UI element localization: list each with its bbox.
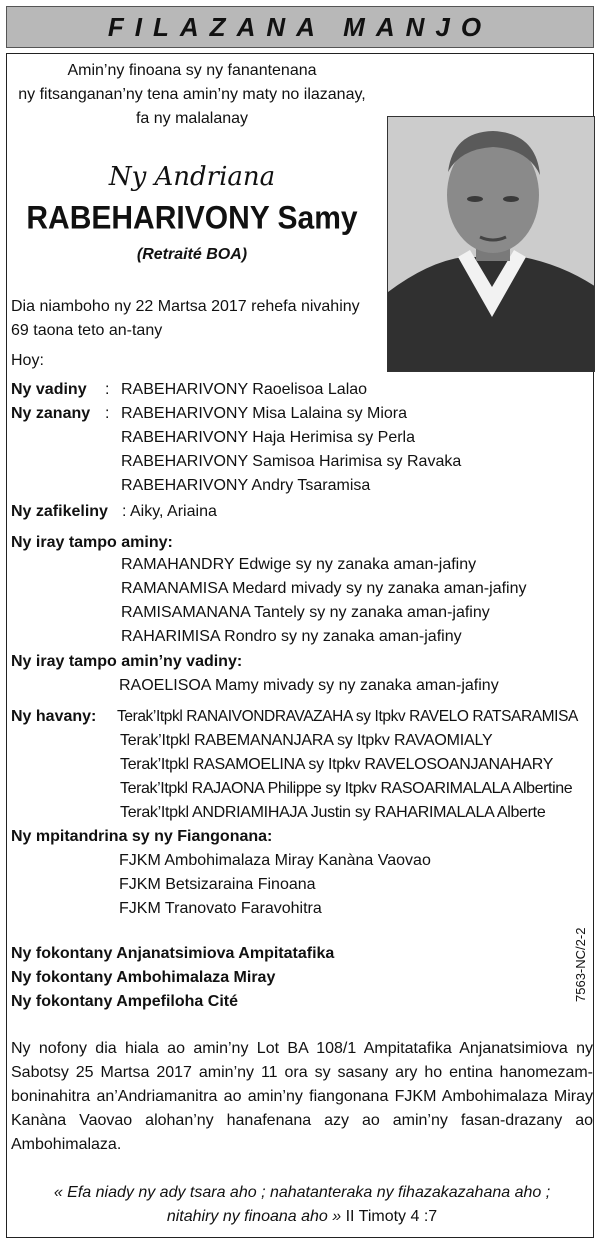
mpitandrina-item: FJKM Tranovato Faravohitra <box>119 900 322 917</box>
intro-line: ny fitsanganan’ny tena amin’ny maty no ilazanay, <box>18 86 366 103</box>
iray-tampo-item: RAMANAMISA Medard mivady sy ny zanaka aman-jafiny <box>121 580 527 597</box>
quote-line-1: « Efa niady ny ady tsara aho ; nahatanteraka ny fihazakazahana aho ; <box>53 1184 551 1201</box>
mpitandrina-item: FJKM Ambohimalaza Miray Kanàna Vaovao <box>119 852 431 869</box>
header-banner <box>6 6 594 48</box>
zanany-label: Ny zanany <box>11 405 91 422</box>
iray-tampo-label: Ny iray tampo aminy: <box>11 534 173 551</box>
portrait-photo <box>387 116 595 372</box>
vadiny-sep: : <box>105 381 110 398</box>
zanany-item: RABEHARIVONY Andry Tsaramisa <box>121 477 371 494</box>
funeral-paragraph: Ny nofony dia hiala ao amin’ny Lot BA 108/1 Ampitatafika Anjanatsimiova ny Sabotsy 25 Martsa 2017 amin’ny 11 ora sy sasany ary ho entina hanomezam-boninahitra an’Andriamanitra ao amin’ny fiangonana FJKM Ambohimalaza Miray Kanàna Vaovao alohan’ny hanafenana azy ao amin’ny fasan-drazany ao Ambohimalaza. <box>11 1040 593 1153</box>
deceased-role: (Retraité BOA) <box>136 246 248 263</box>
hoy-label: Hoy: <box>11 352 44 369</box>
iray-tampo-item: RAMAHANDRY Edwige sy ny zanaka aman-jafiny <box>121 556 477 573</box>
iray-tampo-vadiny-label: Ny iray tampo amin’ny vadiny: <box>11 653 243 670</box>
havany-item: Terak’Itpkl ANDRIAMIHAJA Justin sy RAHARIMALALA Alberte <box>120 804 546 821</box>
mpitandrina-label: Ny mpitandrina sy ny Fiangonana: <box>11 828 273 845</box>
zafikeliny-label: Ny zafikeliny <box>11 503 108 520</box>
zanany-item: RABEHARIVONY Haja Herimisa sy Perla <box>121 429 416 446</box>
havany-item: Terak’Itpkl RANAIVONDRAVAZAHA sy Itpkv RAVELO RATSARAMISA <box>117 708 578 725</box>
fokontany-line: Ny fokontany Ambohimalaza Miray <box>11 969 276 986</box>
death-notice-line: 69 taona teto an-tany <box>11 322 163 339</box>
vadiny-value: RABEHARIVONY Raoelisoa Lalao <box>121 381 368 398</box>
quote-line-2 <box>11 1205 593 1229</box>
zanany-item: RABEHARIVONY Misa Lalaina sy Miora <box>121 405 408 422</box>
reference-code: 7563-NC/2-2 <box>573 927 588 1002</box>
header-title: FILAZANA MANJO <box>107 11 493 42</box>
intro-line: fa ny malalanay <box>135 110 249 127</box>
iray-tampo-item: RAHARIMISA Rondro sy ny zanaka aman-jafiny <box>121 628 462 645</box>
portrait-image <box>388 117 595 372</box>
vadiny-label: Ny vadiny <box>11 381 87 398</box>
zanany-item: RABEHARIVONY Samisoa Harimisa sy Ravaka <box>121 453 462 470</box>
fokontany-line: Ny fokontany Anjanatsimiova Ampitatafika <box>11 945 335 962</box>
mpitandrina-item: FJKM Betsizaraina Finoana <box>119 876 316 893</box>
havany-item: Terak’Itpkl RABEMANANJARA sy Itpkv RAVAOMIALY <box>120 732 493 749</box>
fokontany-line: Ny fokontany Ampefiloha Cité <box>11 993 238 1010</box>
death-notice-line: Dia niamboho ny 22 Martsa 2017 rehefa nivahiny <box>11 298 360 315</box>
zanany-sep: : <box>105 405 110 422</box>
deceased-prefix: Ny Andriana <box>108 162 276 192</box>
havany-item: Terak’Itpkl RAJAONA Philippe sy Itpkv RASOARIMALALA Albertine <box>120 780 573 797</box>
quote-text: nitahiry ny finoana aho » <box>166 1208 342 1225</box>
deceased-name: RABEHARIVONY Samy <box>26 200 358 237</box>
iray-tampo-item: RAMISAMANANA Tantely sy ny zanaka aman-jafiny <box>121 604 490 621</box>
quote-source: II Timoty 4 :7 <box>341 1208 438 1225</box>
zafikeliny-value: : Aiky, Ariaina <box>122 503 217 520</box>
iray-tampo-vadiny-item: RAOELISOA Mamy mivady sy ny zanaka aman-jafiny <box>119 677 499 694</box>
havany-item: Terak’Itpkl RASAMOELINA sy Itpkv RAVELOSOANJANAHARY <box>120 756 554 773</box>
havany-label: Ny havany: <box>11 708 97 725</box>
intro-line: Amin’ny finoana sy ny fanantenana <box>67 62 317 79</box>
